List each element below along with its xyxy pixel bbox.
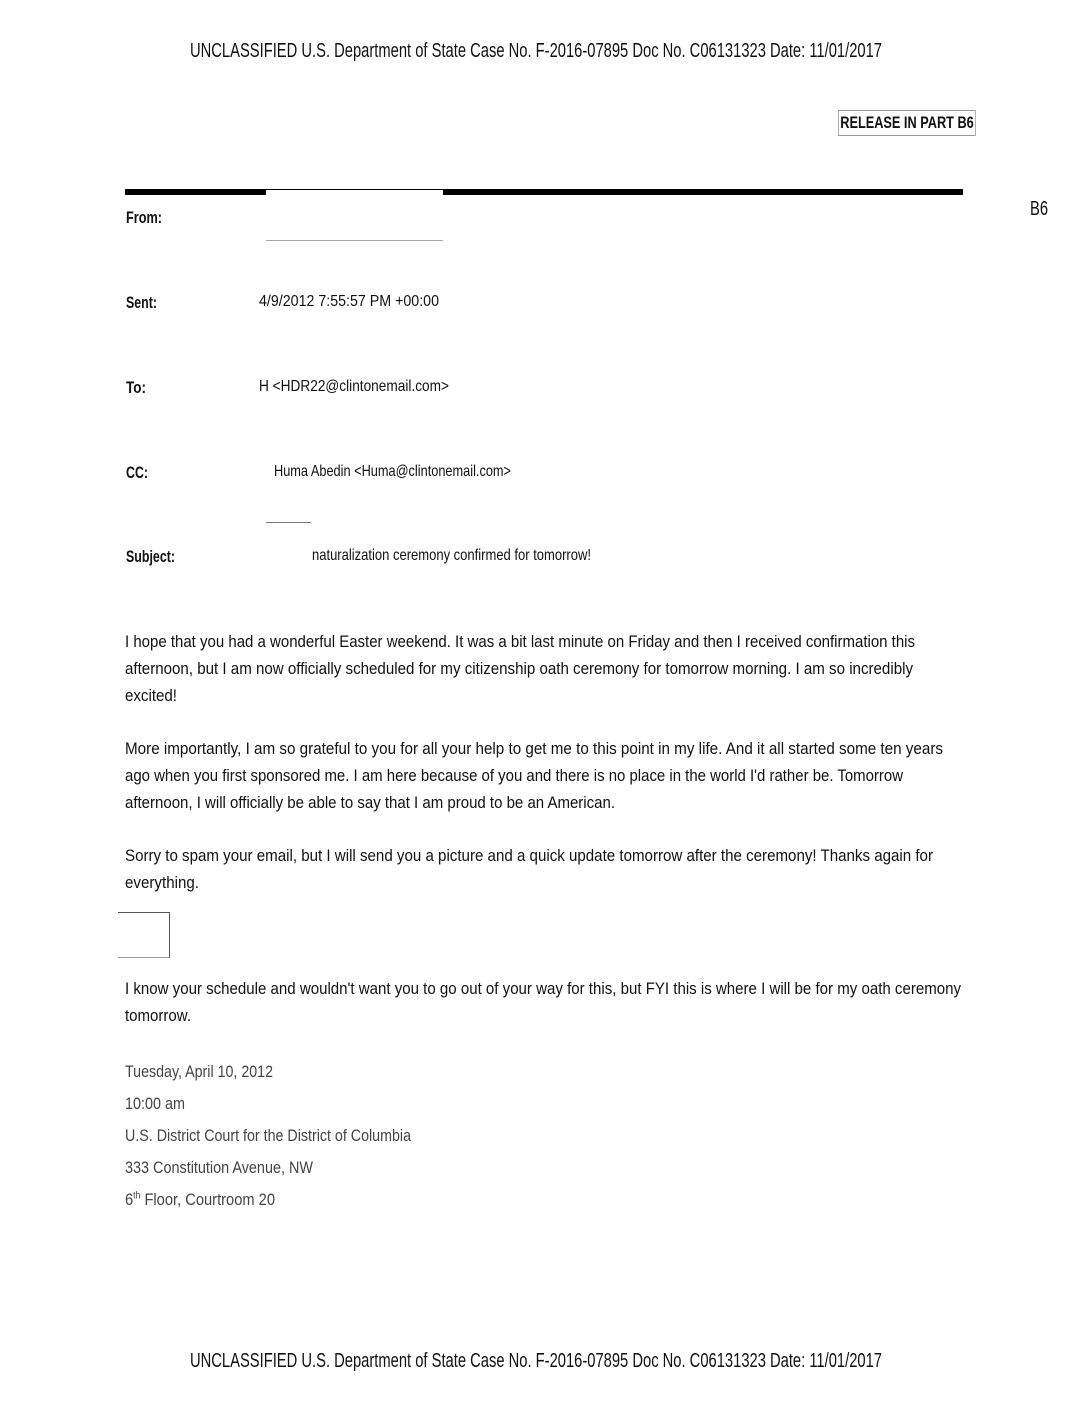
header-stamp: UNCLASSIFIED U.S. Department of State Case No. F-2016-07895 Doc No. C06131323 Date: 11/01/2017 bbox=[190, 40, 882, 62]
header-rule bbox=[125, 189, 963, 195]
redaction-from bbox=[266, 190, 443, 241]
body-line: More importantly, I am so grateful to you for all your help to get me to this point in my life. And it all started some ten years bbox=[125, 739, 943, 758]
sent-label: Sent: bbox=[126, 293, 157, 312]
footer-stamp: UNCLASSIFIED U.S. Department of State Case No. F-2016-07895 Doc No. C06131323 Date: 11/01/2017 bbox=[190, 1350, 882, 1372]
sent-value: 4/9/2012 7:55:57 PM +00:00 bbox=[259, 293, 439, 310]
address-floor bbox=[125, 1190, 275, 1210]
address-date: Tuesday, April 10, 2012 bbox=[125, 1062, 273, 1081]
floor-number: 6 bbox=[125, 1190, 134, 1209]
body-line: afternoon, I will officially be able to say that I am proud to be an American. bbox=[125, 793, 615, 812]
exemption-code: B6 bbox=[1030, 198, 1048, 220]
to-value: H <HDR22@clintonemail.com> bbox=[259, 378, 449, 395]
address-street: 333 Constitution Avenue, NW bbox=[125, 1158, 313, 1177]
subject-value: naturalization ceremony confirmed for tomorrow! bbox=[312, 547, 591, 564]
subject-label: Subject: bbox=[126, 547, 175, 566]
redaction-body bbox=[118, 912, 170, 958]
floor-room: Floor, Courtroom 20 bbox=[140, 1190, 275, 1209]
cc-label: CC: bbox=[126, 463, 148, 482]
to-label: To: bbox=[126, 378, 146, 397]
body-line: I know your schedule and wouldn't want you to go out of your way for this, but FYI this is where I will be for my oath ceremony bbox=[125, 979, 961, 998]
from-label: From: bbox=[126, 208, 162, 227]
body-line: Sorry to spam your email, but I will send you a picture and a quick update tomorrow after the ceremony! Thanks again for bbox=[125, 846, 933, 865]
body-line: afternoon, but I am now officially scheduled for my citizenship oath ceremony for tomorrow morning. I am so incredibly bbox=[125, 659, 913, 678]
address-court: U.S. District Court for the District of Columbia bbox=[125, 1126, 411, 1145]
body-line: excited! bbox=[125, 686, 177, 705]
cc-value: Huma Abedin <Huma@clintonemail.com> bbox=[274, 463, 511, 480]
body-line: ago when you first sponsored me. I am here because of you and there is no place in the world I'd rather be. Tomorrow bbox=[125, 766, 903, 785]
redaction-subject bbox=[266, 522, 311, 583]
body-line: everything. bbox=[125, 873, 199, 892]
body-line: tomorrow. bbox=[125, 1006, 191, 1025]
body-line: I hope that you had a wonderful Easter weekend. It was a bit last minute on Friday and then I received confirmation this bbox=[125, 632, 915, 651]
address-time: 10:00 am bbox=[125, 1094, 185, 1113]
floor-suffix: th bbox=[133, 1190, 141, 1202]
release-stamp: RELEASE IN PART B6 bbox=[838, 110, 976, 136]
